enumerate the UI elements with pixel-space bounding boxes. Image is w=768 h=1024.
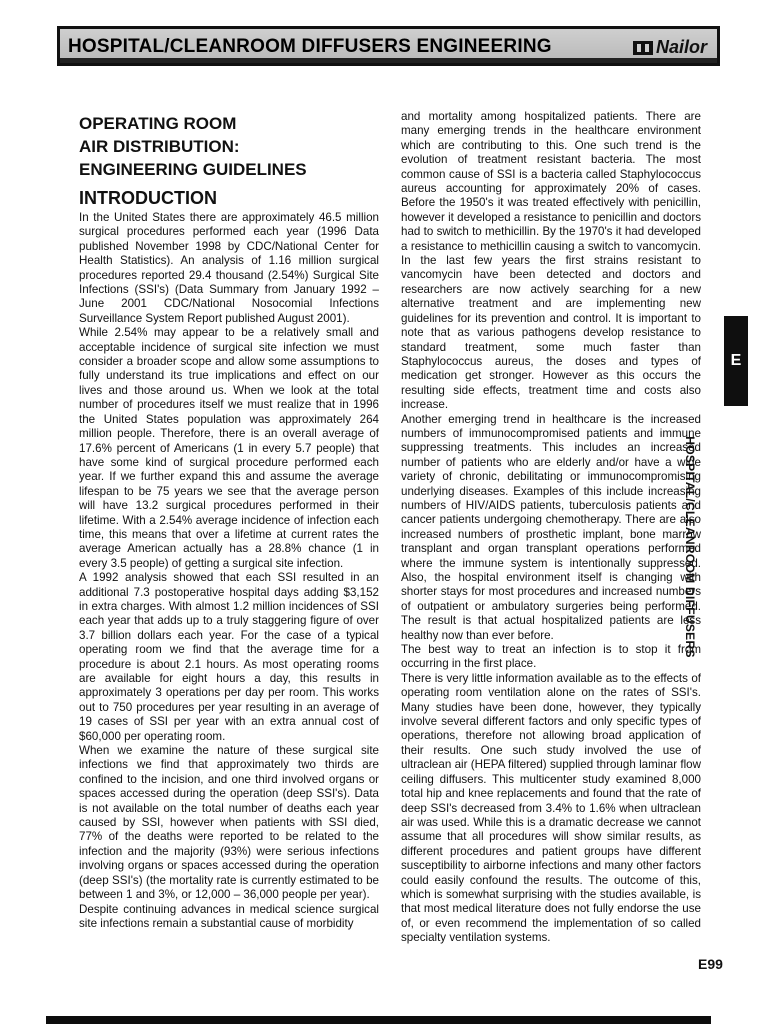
bottom-rule [46, 1016, 711, 1024]
side-section-label: HOSPITAL/CLEANROOM DIFFUSERS [683, 436, 697, 658]
paragraph: There is very little information available as to the effects of operating room ventilation alone on the rates of SSI's. Many studies have been done, however, they typically involve several different factors and only specific types of operations, therefore not allowing broad application of their results. One such study involved the use of ultraclean air (HEPA filtered) supplied through laminar flow ceiling diffusers. This multicenter study examined 8,000 total hip and knee replacements and found that the rate of deep SSI's decreased from 3.4% to 1.6% when ultraclean air was used. While this is a dramatic decrease we cannot assume that all procedures will show similar results, as different procedures and patient groups have different susceptibility to airborne infections and many other factors could easily confound the results. The outcome of this, which is somewhat surprising with the studies available, is that most medical literature does not fully endorse the use of, or even recommend the implementation of so called specialty ventilation systems. [401, 671, 701, 945]
title-line-2: AIR DISTRIBUTION: [79, 137, 240, 156]
paragraph: Another emerging trend in healthcare is the increased numbers of immunocompromised patients and immune suppressing treatments. This includes an increased number of patients who are elderly and/or have a wide variety of chronic, debilitating or immunocompromising underlying diseases. Examples of this include increasing numbers of HIV/AIDS patients, tuberculosis patients and cancer patients undergoing chemotherapy. There are also increased numbers of prosthetic implant, bone marrow transplant and organ transplant operations performed where the immune system is intentionally suppressed. Also, the hospital environment itself is changing with shorter stays for most procedures and increased numbers of outpatient or ambulatory surgeries being performed. The result is that actual hospitalized patients are less healthy now than ever before. [401, 412, 701, 642]
paragraph: While 2.54% may appear to be a relatively small and acceptable incidence of surgical site infection we must consider a broader scope and allow some assumptions to fully understand its true implications and effect on our lives and those around us. When we look at the total number of procedures itself we must realize that in 1996 the United States population was approximately 264 million people. Therefore, there is an overall average of 17.6% percent of Americans (1 in every 5.7 people) that have some kind of surgical procedure performed each year. If we further expand this and assume the average lifespan to be 75 years we see that the average person will have 13.2 surgical procedures performed in their lifetime. With a 2.54% average incidence of infection each time, this means that over a lifetime at current rates the average American actually has a 28.8% chance (1 in every 3.5 people) of getting a surgical site infection. [79, 326, 379, 570]
paragraph: and mortality among hospitalized patients. There are many emerging trends in the healthcare environment which are contributing to this. One such trend is the evolution of treatment resistant bacteria. The most common cause of SSI is a bacteria called Staphylococcus aureus accounting for approximately 20% of cases. Before the 1950's it was treated effectively with penicillin, however it developed a resistance to penicillin and doctors had to switch to methicillin. By the 1970's it had developed a resistance to methicillin causing a switch to vancomycin. In the last few years the first strains resistant to vancomycin have been detected and doctors and researchers are now actively searching for a new alternative treatment and are implementing new guidelines for its prevention and control. It is important to note that as various pathogens develop resistance to standard treatment, some much faster than Staphylococcus aureus, the doses and types of medication get stronger. However as this occurs the resulting side effects, treatment time and costs also increase. [401, 110, 701, 412]
right-column [401, 110, 701, 946]
paragraph: In the United States there are approximately 46.5 million surgical procedures performed each year (1996 Data published November 1998 by CDC/National Center for Health Statistics). An analysis of 1.16 million surgical procedures reported 29.4 thousand (2.54%) Surgical Site Infections (SSI's) (Data Summary from January 1992 – June 2001 CDC/National Nosocomial Infections Surveillance System Report published August 2001). [79, 211, 379, 325]
header-bar [57, 26, 720, 66]
left-column [79, 211, 379, 931]
nailor-logo-icon [633, 41, 653, 55]
section-tab [724, 316, 748, 406]
page-number: E99 [698, 956, 723, 972]
title-line-1: OPERATING ROOM [79, 114, 237, 133]
brand-name: Nailor [655, 37, 707, 57]
section-heading: INTRODUCTION [79, 188, 217, 208]
paragraph: Despite continuing advances in medical science surgical site infections remain a substantial cause of morbidity [79, 902, 379, 930]
paragraph: A 1992 analysis showed that each SSI resulted in an additional 7.3 postoperative hospital days adding $3,152 in extra charges. With almost 1.2 million incidences of SSI each year that adds up to a truly staggering figure of over 3.7 billion dollars each year. For the case of a typical operating room we find that the average time for a procedure is about 2.1 hours. As most operating rooms are available for eight hours a day, this results in approximately 3 operations per day per room. This works out to 750 procedures per year resulting in an average of 19 cases of SSI per year with an extra annual cost of $60,000 per operating room. [79, 571, 379, 743]
brand-logo [633, 37, 707, 58]
header-title: HOSPITAL/CLEANROOM DIFFUSERS ENGINEERING [68, 36, 552, 57]
document-title [79, 112, 389, 181]
paragraph: The best way to treat an infection is to stop it from occurring in the first place. [401, 643, 701, 671]
title-line-3: ENGINEERING GUIDELINES [79, 160, 307, 179]
paragraph: When we examine the nature of these surgical site infections we find that approximately two thirds are confined to the incision, and one third involved organs or spaces accessed during the operation (deep SSI's). Data is not available on the total number of deaths each year caused by SSI, however when patients with SSI died, 77% of the deaths were reported to be related to the infection and the majority (93%) were serious infections involving organs or spaces accessed during the operation (deep SSI's) (the mortality rate is currently estimated to be between 1 and 3%, or 12,000 – 36,000 people per year). [79, 744, 379, 902]
section-tab-letter: E [730, 352, 742, 369]
